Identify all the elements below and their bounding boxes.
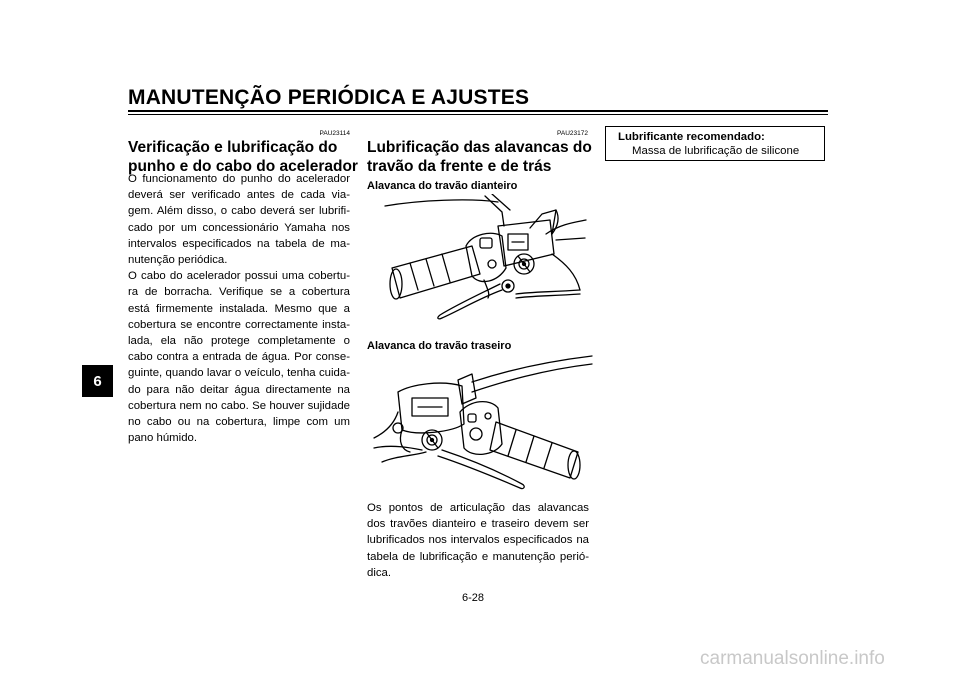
lubricant-label: Lubrificante recomendado: xyxy=(618,131,765,143)
text-line: cabo contra a entrada de água. Por conse- xyxy=(128,351,350,364)
text-line: ra de borracha. Verifique se a cobertura xyxy=(128,286,350,299)
text-line: nutenção periódica. xyxy=(128,254,228,267)
text-line: do para não deitar água directamente na xyxy=(128,383,350,396)
section-title-line: punho e do cabo do acelerador xyxy=(128,158,358,175)
text-line: pano húmido. xyxy=(128,432,198,445)
rear-lever-label: Alavanca do travão traseiro xyxy=(367,340,512,352)
header-rule-thin xyxy=(128,114,828,115)
text-line: cobertura se encontre correctamente insta- xyxy=(128,318,350,331)
text-line: guinte, quando lavar o veículo, tenha cuida- xyxy=(128,367,350,380)
front-lever-label: Alavanca do travão dianteiro xyxy=(367,180,518,192)
text-line: está firmemente instalada. Mesmo que a xyxy=(128,302,350,315)
throttle-paragraph xyxy=(128,171,350,446)
text-line: dos travões dianteiro e traseiro devem ser xyxy=(367,518,589,531)
text-line: dica. xyxy=(367,566,392,579)
text-line: O cabo do acelerador possui uma cobertu- xyxy=(128,270,350,283)
section-title-line: travão da frente e de trás xyxy=(367,158,552,175)
section-title-line: Lubrificação das alavancas do xyxy=(367,139,592,156)
recommended-lubricant-box xyxy=(605,126,825,161)
section-title-line: Verificação e lubrificação do xyxy=(128,139,338,156)
watermark: carmanualsonline.info xyxy=(700,648,885,669)
chapter-tab: 6 xyxy=(82,365,113,397)
text-line: lada, ela não protege completamente o xyxy=(128,335,350,348)
text-line: tabela de lubrificação e manutenção perió- xyxy=(367,550,589,563)
lever-lubrication-paragraph xyxy=(367,500,589,581)
header-rule xyxy=(128,110,828,112)
page-number: 6-28 xyxy=(462,592,485,604)
text-line: no cabo ou na cobertura, limpe com um xyxy=(128,416,350,429)
text-line: cobertura nem no cabo. Se houver sujidade xyxy=(128,399,350,412)
text-line: lubrificados nos intervalos especificados na xyxy=(367,534,589,547)
lubricant-value: Massa de lubrificação de silicone xyxy=(632,145,800,157)
page-header-title: MANUTENÇÃO PERIÓDICA E AJUSTES xyxy=(128,86,530,109)
section-code: PAU23114 xyxy=(319,130,350,137)
text-line: gem. Além disso, o cabo deverá ser lubrifi- xyxy=(128,205,350,218)
section-code: PAU23172 xyxy=(557,130,588,137)
text-line: intervalos especificados na tabela de ma- xyxy=(128,237,350,250)
text-line: cado por um concessionário Yamaha nos xyxy=(128,221,350,234)
section-title xyxy=(367,138,592,176)
rear-brake-lever-illustration xyxy=(372,352,596,494)
text-line: deverá ser verificado antes de cada via- xyxy=(128,189,350,202)
front-brake-lever-illustration xyxy=(380,194,590,330)
text-line: Os pontos de articulação das alavancas xyxy=(367,502,589,514)
text-line: O funcionamento do punho do acelerador xyxy=(128,173,350,185)
